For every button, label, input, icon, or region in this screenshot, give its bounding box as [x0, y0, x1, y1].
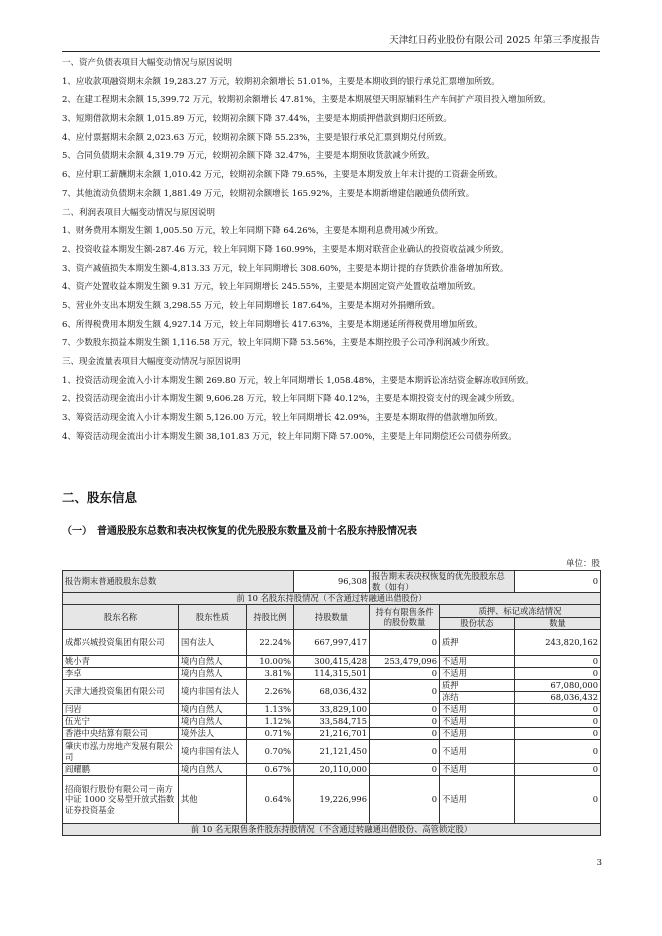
- holder-ratio: 22.24%: [247, 630, 294, 656]
- pledge-count: 0: [515, 740, 601, 764]
- analysis-item: 6、应付职工薪酬期末余额 1,010.42 万元，较期初余额下降 79.65%，主要是本期发放上年末计提的工资薪金所致。: [62, 170, 503, 181]
- table-row: [63, 680, 601, 692]
- holder-ratio: 3.81%: [247, 668, 294, 680]
- col-state: 股份状态: [440, 618, 515, 630]
- pledge-count: 0: [515, 728, 601, 740]
- holder-name: 阎耀鹏: [63, 764, 179, 776]
- analysis-item: 7、少数股东损益本期发生额 1,116.58 万元，较上年同期下降 53.56%，主要是本期控股子公司净利润减少所致。: [62, 338, 495, 349]
- total-holders-label: 报告期末普通股股东总数: [63, 571, 294, 593]
- holder-name: 香港中央结算有限公司: [63, 728, 179, 740]
- holder-nature: 境内非国有法人: [179, 740, 247, 764]
- holder-nature: 境内自然人: [179, 668, 247, 680]
- holder-restricted: 0: [370, 776, 440, 824]
- col-name: 股东名称: [63, 605, 179, 630]
- analysis-item: 6、所得税费用本期发生额 4,927.14 万元，较上年同期增长 417.63%，主要是本期递延所得税费用增加所致。: [62, 319, 483, 330]
- analysis-body: [62, 56, 600, 448]
- holder-restricted: 0: [370, 680, 440, 704]
- col-ratio: 持股比例: [247, 605, 294, 630]
- col-qty: 持股数量: [294, 605, 370, 630]
- pledge-count: 0: [515, 656, 601, 668]
- holder-nature: 境内自然人: [179, 716, 247, 728]
- pledge-count: 68,036,432: [515, 692, 601, 704]
- pledge-count: 0: [515, 776, 601, 824]
- preferred-holders-value: 0: [515, 571, 601, 593]
- preferred-holders-label: 报告期末表决权恢复的优先股股东总数（如有）: [370, 571, 515, 593]
- analysis-item: 3、筹资活动现金流入小计本期发生额 5,126.00 万元，较上年同期增长 42.09%，主要是本期取得的借款增加所致。: [62, 413, 503, 424]
- pledge-state: 不适用: [440, 656, 515, 668]
- holder-nature: 境内自然人: [179, 656, 247, 668]
- pledge-state: 不适用: [440, 716, 515, 728]
- holder-restricted: 0: [370, 704, 440, 716]
- table-row: [63, 668, 601, 680]
- holder-name: 成都兴城投资集团有限公司: [63, 630, 179, 656]
- unit-label: 单位：股: [565, 559, 600, 569]
- pledge-count: 0: [515, 704, 601, 716]
- holder-ratio: 1.12%: [247, 716, 294, 728]
- pledge-state: 不适用: [440, 668, 515, 680]
- analysis-item: 1、财务费用本期发生额 1,005.50 万元，较上年同期下降 64.26%，主要是本期利息费用减少所致。: [62, 226, 444, 237]
- holder-restricted: 253,479,096: [370, 656, 440, 668]
- top10-unrestricted-caption: 前 10 名无限售条件股东持股情况（不含通过转融通出借股份、高管锁定股）: [63, 824, 601, 836]
- holder-restricted: 0: [370, 740, 440, 764]
- table-row: [63, 704, 601, 716]
- holder-restricted: 0: [370, 630, 440, 656]
- holder-name: 天津大通投资集团有限公司: [63, 680, 179, 704]
- pledge-state: 不适用: [440, 728, 515, 740]
- holder-qty: 667,997,417: [294, 630, 370, 656]
- table-row: [63, 776, 601, 824]
- section-heading: 二、利润表项目大幅变动情况与原因说明: [62, 207, 216, 218]
- holder-qty: 33,829,100: [294, 704, 370, 716]
- holder-name: 肇庆市泓力房地产发展有限公司: [63, 740, 179, 764]
- holder-nature: 其他: [179, 776, 247, 824]
- analysis-item: 4、应付票据期末余额 2,023.63 万元，较期初余额下降 55.23%，主要是银行承兑汇票到期兑付所致。: [62, 132, 452, 143]
- holder-restricted: 0: [370, 764, 440, 776]
- holder-ratio: 10.00%: [247, 656, 294, 668]
- holder-nature: 国有法人: [179, 630, 247, 656]
- analysis-item: 3、短期借款期末余额 1,015.89 万元，较期初余额下降 37.44%，主要是本期质押借款到期归还所致。: [62, 114, 452, 125]
- holder-nature: 境内自然人: [179, 704, 247, 716]
- holder-qty: 114,315,501: [294, 668, 370, 680]
- table-row: [63, 764, 601, 776]
- page-header: 天津红日药业股份有限公司 2025 年第三季度报告: [62, 32, 600, 52]
- holder-nature: 境内非国有法人: [179, 680, 247, 704]
- pledge-count: 0: [515, 668, 601, 680]
- pledge-state: 不适用: [440, 764, 515, 776]
- holder-ratio: 0.70%: [247, 740, 294, 764]
- pledge-count: 0: [515, 764, 601, 776]
- col-count: 数量: [515, 618, 601, 630]
- holder-nature: 境外法人: [179, 728, 247, 740]
- analysis-item: 5、营业外支出本期发生额 3,298.55 万元，较上年同期增长 187.64%，主要是本期对外捐赠所致。: [62, 300, 441, 311]
- top10-caption: 前 10 名股东持股情况（不含通过转融通出借股份）: [63, 593, 601, 605]
- holder-ratio: 0.64%: [247, 776, 294, 824]
- col-nature: 股东性质: [179, 605, 247, 630]
- holder-restricted: 0: [370, 716, 440, 728]
- analysis-item: 7、其他流动负债期末余额 1,881.49 万元，较期初余额增长 165.92%，主要是本期新增建信融通负债所致。: [62, 188, 475, 199]
- holder-qty: 33,584,715: [294, 716, 370, 728]
- holder-name: 闫岩: [63, 704, 179, 716]
- analysis-item: 4、筹资活动现金流出小计本期发生额 38,101.83 万元，较上年同期下降 57.00%，主要是上年同期偿还公司债券所致。: [62, 431, 517, 442]
- pledge-state: 质押: [440, 630, 515, 656]
- table-row: [63, 716, 601, 728]
- section-title-shareholders: 二、股东信息: [62, 490, 138, 505]
- col-restricted: 持有有限售条件的股份数量: [370, 605, 440, 630]
- holder-nature: 境内自然人: [179, 764, 247, 776]
- section-heading: 三、现金流量表项目大幅度变动情况与原因说明: [62, 357, 241, 367]
- table-row: [63, 656, 601, 668]
- analysis-item: 1、应收款项融资期末余额 19,283.27 万元，较期初余额增长 51.01%，主要是本期收到的银行承兑汇票增加所致。: [62, 76, 500, 87]
- holder-qty: 19,226,996: [294, 776, 370, 824]
- pledge-count: 67,080,000: [515, 680, 601, 692]
- analysis-item: 5、合同负债期末余额 4,319.79 万元，较期初余额下降 32.47%，主要是本期预收货款减少所致。: [62, 151, 435, 162]
- page-number: 3: [596, 858, 602, 868]
- holder-qty: 21,216,701: [294, 728, 370, 740]
- table-row: [63, 728, 601, 740]
- analysis-item: 2、投资活动现金流出小计本期发生额 9,606.28 万元，较上年同期下降 40.12%，主要是本期投资支付的现金减少所致。: [62, 394, 520, 405]
- holder-qty: 300,415,428: [294, 656, 370, 668]
- holder-name: 伍光宁: [63, 716, 179, 728]
- holder-qty: 20,110,000: [294, 764, 370, 776]
- pledge-state: 不适用: [440, 704, 515, 716]
- pledge-count: 0: [515, 716, 601, 728]
- holder-name: 招商银行股份有限公司－南方中证 1000 交易型开放式指数证券投资基金: [63, 776, 179, 824]
- pledge-state: 不适用: [440, 740, 515, 764]
- pledge-state: 冻结: [440, 692, 515, 704]
- section-heading: 一、资产负债表项目大幅变动情况与原因说明: [62, 58, 233, 68]
- holder-qty: 21,121,450: [294, 740, 370, 764]
- holder-restricted: 0: [370, 668, 440, 680]
- analysis-item: 1、投资活动现金流入小计本期发生额 269.80 万元，较上年同期增长 1,058.48%，主要是本期诉讼冻结资金解冻收回所致。: [62, 375, 534, 386]
- holder-name: 姚小青: [63, 656, 179, 668]
- total-holders-value: 96,308: [294, 571, 370, 593]
- analysis-item: 3、资产减值损失本期发生额-4,813.33 万元，较上年同期增长 308.60%，主要是本期计提的存货跌价准备增加所致。: [62, 263, 509, 274]
- subsection-title: （一） 普通股股东总数和表决权恢复的优先股股东数量及前十名股东持股情况表: [62, 526, 417, 537]
- holder-ratio: 0.71%: [247, 728, 294, 740]
- holder-qty: 68,036,432: [294, 680, 370, 704]
- holder-ratio: 2.26%: [247, 680, 294, 704]
- shareholder-table: [62, 570, 601, 836]
- analysis-item: 2、投资收益本期发生额-287.46 万元，较上年同期下降 160.99%，主要是本期对联营企业确认的投资收益减少所致。: [62, 244, 509, 255]
- analysis-item: 2、在建工程期末余额 15,399.72 万元，较期初余额增长 47.81%，主要是本期展望天明原辅料生产车间扩产项目投入增加所致。: [62, 95, 551, 106]
- pledge-state: 质押: [440, 680, 515, 692]
- pledge-count: 243,820,162: [515, 630, 601, 656]
- analysis-item: 4、资产处置收益本期发生额 9.31 万元，较上年同期增长 245.55%，主要是本期固定资产处置收益增加所致。: [62, 282, 481, 293]
- col-pledge: 质押、标记或冻结情况: [440, 605, 601, 618]
- holder-ratio: 1.13%: [247, 704, 294, 716]
- holder-restricted: 0: [370, 728, 440, 740]
- holder-name: 李卓: [63, 668, 179, 680]
- table-row: [63, 630, 601, 656]
- table-row: [63, 740, 601, 764]
- pledge-state: 不适用: [440, 776, 515, 824]
- holder-ratio: 0.67%: [247, 764, 294, 776]
